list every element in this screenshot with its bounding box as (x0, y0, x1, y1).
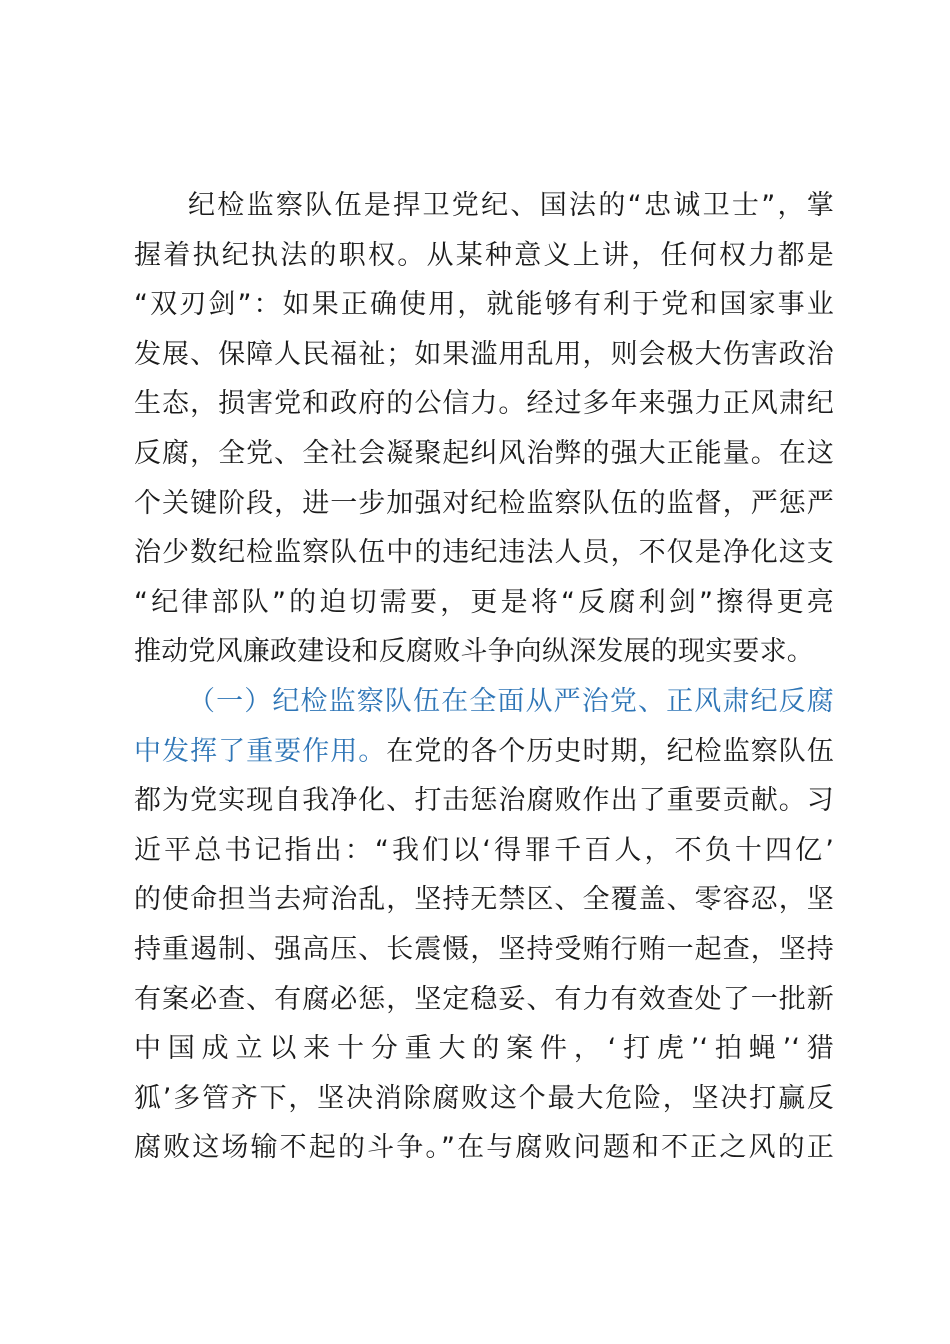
text-line: 腐败这场输不起的斗争。”在与腐败问题和不正之风的正 (134, 1132, 834, 1164)
text-line: “双刃剑”：如果正确使用，就能够有利于党和国家事业 (134, 289, 834, 321)
text-line: 都为党实现自我净化、打击惩治腐败作出了重要贡献。习 (134, 785, 834, 817)
text-span: 在党的各个历史时期，纪检监察队伍 (386, 735, 834, 767)
text-line: 纪检监察队伍是捍卫党纪、国法的“忠诚卫士”，掌 (188, 190, 834, 221)
text-line (134, 727, 834, 777)
text-line: 治少数纪检监察队伍中的违纪违法人员，不仅是净化这支 (134, 537, 834, 569)
text-line: 狐’多管齐下，坚决消除腐败这个最大危险，坚决打赢反 (134, 1082, 834, 1114)
text-line: 生态，损害党和政府的公信力。经过多年来强力正风肃纪 (134, 388, 834, 420)
section-heading: （一）纪检监察队伍在全面从严治党、正风肃纪反腐 (188, 685, 834, 717)
paragraph-1 (134, 181, 834, 677)
text-line: 近平总书记指出：“我们以‘得罪千百人，不负十四亿’ (134, 834, 834, 866)
text-line: 握着执纪执法的职权。从某种意义上讲，任何权力都是 (134, 239, 834, 271)
text-line: 有案必查、有腐必惩，坚定稳妥、有力有效查处了一批新 (134, 983, 834, 1015)
text-line: “纪律部队”的迫切需要，更是将“反腐利剑”擦得更亮 (134, 586, 834, 618)
document-body (134, 181, 834, 1173)
text-line: 的使命担当去疴治乱，坚持无禁区、全覆盖、零容忍，坚 (134, 884, 834, 916)
text-line: 个关键阶段，进一步加强对纪检监察队伍的监督，严惩严 (134, 487, 834, 519)
text-line: 反腐，全党、全社会凝聚起纠风治弊的强大正能量。在这 (134, 437, 834, 469)
text-line: 中国成立以来十分重大的案件，‘打虎’‘拍蝇’‘猎 (134, 1033, 834, 1065)
text-line: 发展、保障人民福祉；如果滥用乱用，则会极大伤害政治 (134, 338, 834, 370)
paragraph-2 (134, 677, 834, 1173)
section-heading-end: 中发挥了重要作用。 (134, 735, 387, 767)
text-line: 推动党风廉政建设和反腐败斗争向纵深发展的现实要求。 (134, 636, 814, 668)
text-line: 持重遏制、强高压、长震慑，坚持受贿行贿一起查，坚持 (134, 933, 834, 965)
